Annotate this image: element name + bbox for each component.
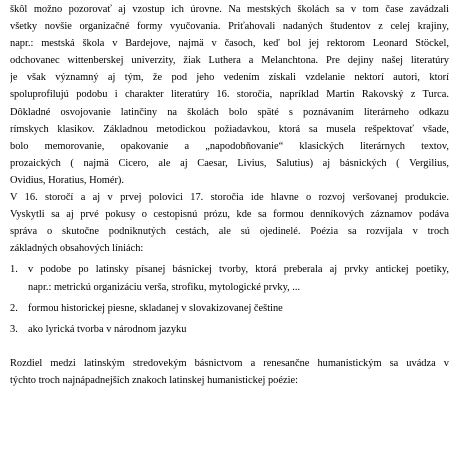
list-item-text: ako lyrická tvorba v národnom jazyku bbox=[28, 323, 187, 335]
text-line: škôl možno pozorovať aj vzostup ich úrovne. Na mestských školách sa v tom čase zavádzali bbox=[10, 4, 449, 15]
text-line: bolo memorovanie, opakovanie a „napodobňovanie“ klasických literárnych textov, bbox=[10, 140, 449, 152]
numbered-list bbox=[10, 261, 449, 337]
text-line: Ovidius, Horatius, Homér). bbox=[10, 174, 124, 186]
text-line: týchto troch najnápadnejších znakoch latinskej humanistickej poézie: bbox=[10, 374, 298, 386]
list-number: 2. bbox=[10, 302, 18, 314]
paragraph-verse-production bbox=[10, 189, 449, 257]
text-line: odchovanec wittenberskej univerzity, žiak Luthera a Melanchtona. Pre dejiny našej literatúry bbox=[10, 55, 449, 67]
text-line: Dôkladné osvojovanie latinčiny na školách bolo späté s poznávaním literárneho odkazu bbox=[10, 106, 449, 118]
list-item bbox=[10, 261, 449, 278]
text-line: prozaických ( najmä Cicero, ale aj Caesar, Livius, Salutius) aj básnických ( Vergilius, bbox=[10, 157, 449, 169]
text-line: všetky novšie organizačné formy vyučovania. Priťahovali nadaných študentov z celej krajiny, bbox=[10, 21, 449, 33]
list-number: 3. bbox=[10, 323, 18, 335]
list-item bbox=[10, 300, 449, 317]
spacer bbox=[10, 338, 449, 355]
list-item bbox=[10, 321, 449, 338]
text-line: je však významný aj tým, že pod jeho vedením získali vzdelanie nektorí autori, ktorí bbox=[10, 72, 449, 84]
text-line: Rozdiel medzi latinským stredovekým básnictvom a renesančne humanistickým sa uvádza v bbox=[10, 357, 449, 369]
list-item-text: formou historickej piesne, skladanej v slovakizovanej češtine bbox=[28, 302, 283, 314]
text-line: napr.: mestská škola v Bardejove, najmä v časoch, keď bol jej rektorom Leonard Stöckel, bbox=[10, 38, 449, 50]
paragraph-school-education bbox=[10, 1, 449, 189]
text-line: V 16. storočí a aj v prvej polovici 17. storočia ide hlavne o rozvoj veršovanej produkcie. bbox=[10, 192, 449, 204]
list-number: 1. bbox=[10, 264, 18, 276]
text-line: rímskych klasikov. Základnou metodickou požiadavkou, ktorá sa musela rešpektovať všade, bbox=[10, 123, 449, 135]
text-line: správa o skutočne podniknutých cestách, ale sú ojedinelé. Poézia sa rozvíjala v troch bbox=[10, 226, 449, 238]
paragraph-humanist-poetry bbox=[10, 355, 449, 389]
text-line: spoluprofilujú podobu i charakter literatúry 16. storočia, napríklad Martin Rakovský z Turca. bbox=[10, 89, 449, 101]
text-line: Vyskytli sa aj prvé pokusy o cestopisnú prózu, kde sa formou denníkových záznamov podáva bbox=[10, 209, 449, 221]
text-line: základných obsahových líniách: bbox=[10, 243, 144, 255]
list-item-continuation: napr.: metrickú organizáciu verša, strofiku, mytologické prvky, ... bbox=[28, 281, 301, 293]
list-item-text: v podobe po latinsky písanej básnickej tvorby, ktorá preberala aj prvky antickej poetiky, bbox=[28, 264, 449, 276]
